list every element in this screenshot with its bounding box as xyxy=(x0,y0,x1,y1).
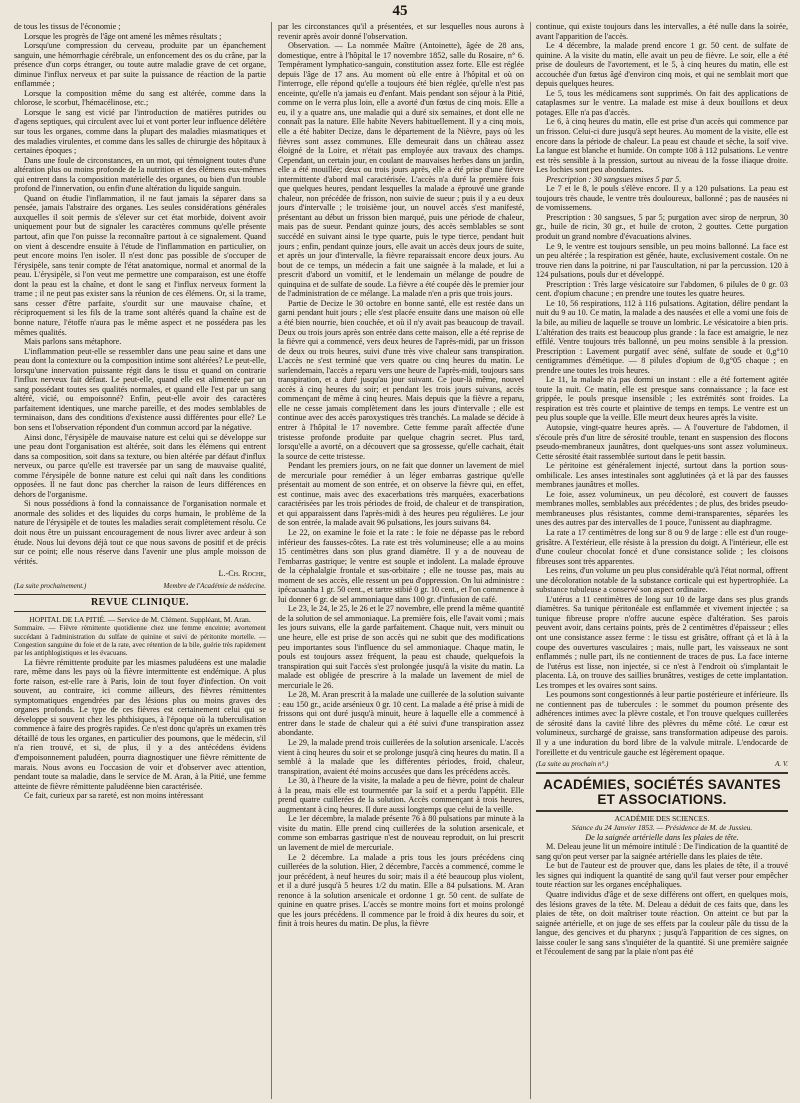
paragraph: Le péritoine est généralement injecté, surtout dans la portion sous-ombilicale. Les anses intestinales sont agglutinées çà et là par des fausses membranes jaunâtres et molles. xyxy=(536,461,788,490)
paragraph: Pendant les premiers jours, on ne fait que donner un lavement de miel de mercuriale pour remédier à un léger embarras gastrique qu'elle présentait au moment de son entrée, et on observe la fièvre qui, en effet, est continue, mais avec des exacerbations très marquées, exacerbations caractérisées par les trois périodes de froid, de chaleur et de transpiration, et qui apparaissent dans l'après-midi à des heures peu régulières. Le jour de son entrée, la malade avait 96 pulsations, les jours suivans 84. xyxy=(278,461,524,528)
author-initials: A. V. xyxy=(775,760,788,769)
paragraph: Si nous possédions à fond la connaissance de l'organisation normale et anormale des solides et des liquides du corps humain, le problème de la nature de l'érysipèle et de toutes les maladies serait complètement résolu. Ce doit nous être un puissant encouragement de nous livrer avec ardeur à son étude. Nous lui devons déjà tout ce que nous savons de positif et de précis sur ce point; elle nous réserve dans l'avenir une plus ample moisson de vérités. xyxy=(14,499,266,566)
paragraph: Le but de l'auteur est de prouver que, dans les plaies de tête, il a trouvé les signes qui indiquent la quantité de sang qu'il faut verser pour empêcher toute réaction sur les organes encéphaliques. xyxy=(536,861,788,890)
column-1 xyxy=(14,22,266,1100)
column-2 xyxy=(278,22,524,1100)
continuation-note: (La suite prochainement.) xyxy=(14,581,87,590)
paragraph: Le 4 décembre, la malade prend encore 1 gr. 50 cent. de sulfate de quinine. A la visite du matin, elle avait un peu de fièvre. Le soir, elle a été prise de douleurs de l'avortement, et le 5, à cinq heures du matin, elle est accouchée d'un fœtus âgé d'environ cinq mois, et qui ne semblait mort que depuis quelques heures. xyxy=(536,41,788,89)
paragraph: Le 28, M. Aran prescrit à la malade une cuillerée de la solution suivante : eau 150 gr., acide arsénieux 0 gr. 10 cent. La malade a été prise à midi de frissons qui ont duré jusqu'à minuit, heure à laquelle elle a commencé à entrer dans le stade de chaleur qui a été suivi d'une transpiration assez abondante. xyxy=(278,690,524,738)
paragraph: Prescription : Très large vésicatoire sur l'abdomen, 6 pilules de 0 gr. 03 cent. d'opium chacune ; en prendre une toutes les quatre heures. xyxy=(536,279,788,299)
paragraph: Les reins, d'un volume un peu plus considérable qu'à l'état normal, offrent une décoloration notable de la substance corticale qui est hypertrophiée. La substance tubuleuse a conservé son aspect ordinaire. xyxy=(536,566,788,595)
page-number: 45 xyxy=(392,3,408,19)
sommaire: Sommaire. — Fièvre rémittente quotidienne chez une femme enceinte; avortement succédant à l'administration du sulfate de quinine et suivi de péritonite mortelle. — Congestion sanguine du foie et de la rate, avec rétention de la bile, guérie très rapidement par les antiphlogistiques et les évacuans. xyxy=(14,624,266,658)
paragraph: M. Deleau jeune lit un mémoire intitulé : De l'indication de la quantité de sang qu'on peut verser par la saignée artérielle dans les plaies de tête. xyxy=(536,842,788,861)
paragraph: Les poumons sont congestionnés à leur partie postérieure et inférieure. Ils ne contiennent pas de tubercules : le sommet du poumon présente des adhérences intimes avec la plèvre costale, et l'on trouve quelques cuillerées de sérosité dans la cavité libre des plèvres du même côté. Le cœur est volumineux, surchargé de graisse, sans transformation adipeuse des parois. Il y a une induration du bord libre de la valvule mitrale. L'endocarde de l'oreillette et du ventricule gauche est légèrement opaque. xyxy=(536,690,788,757)
paragraph: Le 10, 56 respirations, 112 à 116 pulsations. Agitation, délire pendant la nuit du 9 au 10. Ce matin, la malade a des nausées et elle a vomi une fois de la bile, au milieu de laquelle se trouve un lombric. Le vésicatoire a bien pris. L'altération des traits est beaucoup plus grande : la face est amaigrie, le nez effilé. Ventre toujours très ballonné, un peu moins sensible à la pression. Prescription : Lavement purgatif avec séné, sulfate de soude et 0,g°10 centigrammes d'émétique. — 8 pilules d'opium de 0,g°05 chaque ; en prendre une toutes les trois heures. xyxy=(536,298,788,375)
subject-line: De la saignée artérielle dans les plaies de tête. xyxy=(585,832,739,842)
paragraph: de tous les tissus de l'économie ; xyxy=(14,22,121,31)
paragraph: Lorsqu'une compression du cerveau, produite par un épanchement sanguin, une hémorrhagie cérébrale, un enfoncement des os du crâne, par la présence d'un corps étranger, ou toute autre maladie grave de cet organe, diminue l'influx nerveux et par suite la puissance de réaction de la partie enflammée ; xyxy=(14,41,266,89)
paragraph: Partie de Decize le 30 octobre en bonne santé, elle est restée dans un garni pendant huit jours ; elle s'est placée ensuite dans une maison où elle a été bien nourrie, bien couchée, et où il n'y avait pas beaucoup de travail. Deux ou trois jours après son entrée dans cette maison, elle a été reprise de la fièvre qui a commencé, vers deux heures de l'après-midi, par un frisson de deux ou trois heures, suivi d'une très vive chaleur sans transpiration. L'accès ne s'est terminé que vers quatre ou cinq heures du matin. Le surlendemain, l'accès a reparu vers une heure de l'après-midi, toujours sans transpiration, et a duré jusqu'au jour suivant. Ce jour-là même, nouvel accès à cinq heures du soir; et pendant les trois jours suivans, accès commençant de même à cinq heures. Mais depuis que la fièvre a reparu, elle ne cesse jamais complètement dans les jours d'intervalle ; elle est continue avec des accès paroxystiques très tranchés. La malade se décide à entrer à l'hôpital le 17 novembre. Cette femme paraît affectée d'une tristesse profonde produite par quelque chagrin secret. Plus tard, lorsqu'elle a avorté, on a découvert que sa grossesse, qu'elle cachait, était la source de cette tristesse. xyxy=(278,298,524,461)
paragraph: continue, qui existe toujours dans les intervalles, a été nulle dans la soirée, avant l'apparition de l'accès. xyxy=(536,22,788,41)
academy-name: ACADÉMIE DES SCIENCES. xyxy=(614,813,710,823)
section-title: REVUE CLINIQUE. xyxy=(90,597,190,609)
divider xyxy=(536,810,788,812)
column-rule xyxy=(530,22,531,1099)
paragraph: Ce fait, curieux par sa rareté, est non moins intéressant xyxy=(24,791,204,801)
paragraph: Observation. — La nommée Maître (Antoinette), âgée de 28 ans, domestique, entre à l'hôpital le 17 novembre 1852, salle du Rosaire, n° 6. Tempérament lymphatico-sanguin, constitution assez forte. Elle est réglée depuis l'âge de 17 ans. Au moment où elle entre à l'hôpital et où on l'interroge, elle répond qu'elle a toujours été bien réglée, qu'elle n'est pas enceinte, qu'elle n'a jamais eu d'enfant. Mais pendant son séjour à la Pitié, comme on le verra plus loin, elle a avorté d'un fœtus de cinq mois. Elle a eu, il y a quatre ans, une maladie qui a duré six semaines, et dont elle ne connaît pas la nature. Elle habite Nevers habituellement. Il y a cinq mois, elle a été habiter Decize, dans le département de la Nièvre, pays où les fièvres sont assez communes. Elle demeurait dans un château assez éloigné de la Loire, et n'était pas employée aux travaux des champs. Cependant, un certain jour, en coulant de mauvaises herbes dans un jardin, elle a été mouillée; deux ou trois jours après, elle a été prise d'une fièvre intermittente d'abord mal caractérisée. L'accès n'a duré la première fois que quelques heures, pendant lesquelles la malade a éprouvé une grande chaleur, non précédée de frisson, non suivie de sueur ; puis il y a eu deux jours d'intervalle ; le troisième jour, un nouvel accès s'est manifesté, présentant au début un frisson bien marqué, puis une période de chaleur, mais pas de sueur. Pendant quinze jours, des accès semblables se sont succédé en suivant ainsi le type quarte, puis le type tierce, pendant huit jours ; enfin, pendant quinze jours, elle avait un accès deux jours de suite, et après un jour d'intervalle, la fièvre reparaissait encore deux jours. Au bout de ce temps, un médecin a fait une saignée à la malade, et lui a prescrit d'abord un vomitif, et le lendemain un mélange de poudre de quinquina et de sulfate de soude. La fièvre a été coupée dès le premier jour de l'administration de ce mélange. La malade n'en a pris que trois jours. xyxy=(278,41,524,299)
paragraph: Ainsi donc, l'érysipèle de mauvaise nature est celui qui se développe sur une peau dont l'organisation est altérée, soit dans les élémens qui entrent dans sa composition, soit dans sa texture, ou bien altérée par défaut d'influx nerveux, ou parce qu'elle est traversée par un sang de mauvaise qualité, comme l'érysipèle de bonne nature est celui qui naît dans les conditions opposées. Il ne faut donc pas chercher la raison de leurs différences en dehors de l'organisme. xyxy=(14,432,266,499)
paragraph: Prescription : 30 sangsues mises 5 par 5. xyxy=(546,174,682,184)
paragraph: La fièvre rémittente produite par les miasmes paludéens est une maladie rare, même dans les pays où la fièvre intermittente est endémique. A plus forte raison, est-elle rare à Paris, loin de tout foyer d'infection. On voit souvent, au contraire, ici comme ailleurs, des fièvres rémittentes symptomatiques engendrées par des lésions plus ou moins graves des organes profonds. Le type de ces fièvres est certainement celui qui se développe si souvent chez les phthisiques, à l'époque où la tuberculisation commence à faire des progrès rapides. Ce n'est donc qu'après un examen très détaillé de tous les organes, en particulier des poumons, que le médecin, s'il n'a rien trouvé, et si, de plus, il y a des antécédens évidens d'empoisonnement paludéen, pourra diagnostiquer une fièvre rémittente de marais. Nous avons eu l'occasion de voir et d'observer avec attention, pendant toute sa maladie, dans le service de M. Aran, à la Pitié, une femme atteinte de fièvre rémittente paludéenne bien caractérisée. xyxy=(14,657,266,791)
article-footer xyxy=(14,582,266,592)
paragraph: L'utérus a 11 centimètres de long sur 10 de large dans ses plus grands diamètres. Sa tunique péritonéale est enflammée et vivement injectée ; sa tunique fibreuse propre n'offre aucune espèce d'altération. Ses parois peuvent avoir, dans certains points, près de 2 centimètres d'épaisseur ; elles ont une consistance assez ferme : le tissu est grisâtre, offrant çà et là à la coupe des ouvertures vasculaires ; mais, nulle part, les vaisseaux ne sont enflammés ; nulle part, ils ne contiennent de traces de pus. La face interne de l'utérus est lisse, non injectée, si ce n'est à l'endroit où s'implantait le placenta. Là, on trouve des saillies brunâtres, vestiges de cette implantation. Les trompes et les ovaires sont sains. xyxy=(536,594,788,690)
author-signature: L.-Ch. Roche, xyxy=(218,569,266,579)
paragraph: Le 7 et le 8, le pouls s'élève encore. Il y a 120 pulsations. La peau est toujours très chaude, le ventre très douloureux, ballonné ; pas de nausées ni de vomissemens. xyxy=(536,184,788,213)
paragraph: par les circonstances qu'il a présentées, et sur lesquelles nous aurons à revenir après avoir donné l'observation. xyxy=(278,22,524,41)
paragraph: Le 22, on examine le foie et la rate : le foie ne dépasse pas le rebord inférieur des fausses-côtes. La rate est très volumineuse; elle a au moins 15 centimètres dans son plus grand diamètre. Il y a de nouveau de l'embarras gastrique; le ventre est souple et indolent. La malade éprouve de la céphalalgie frontale et sus-orbitaire ; elle ne tousse pas, mais au moment de ses accès, elle ressent un peu d'oppression. On lui administre : ipécacuanha 1 gr. 50 cent., et tartre stibié 0 gr. 10 cent., et l'on commence à lui donner 6 gr. de sel ammoniaque dans 100 gr. d'infusion de café. xyxy=(278,527,524,604)
paragraph: Lorsque la composition même du sang est altérée, comme dans la chlorose, le scorbut, l'hémacélinose, etc.; xyxy=(14,88,266,108)
paragraph: Lorsque les progrès de l'âge ont amené les mêmes résultats ; xyxy=(24,31,222,41)
paragraph: Lorsque le sang est vicié par l'introduction de matières putrides ou d'agens septiques, qui circulent avec lui et vont porter leur influence délétère sur tous les organes, comme dans la plupart des maladies miasmatiques et des maladies virulentes, et comme dans les salles de chirurgie des hôpitaux à certaines époques ; xyxy=(14,107,266,156)
paragraph: Mais parlons sans métaphore. xyxy=(24,337,122,347)
paragraph: Dans une foule de circonstances, en un mot, qui témoignent toutes d'une altération plus ou moins profonde de la nutrition et des élémens eux-mêmes qui entrent dans la composition matérielle des organes, ou bien d'un trouble profond de l'innervation, ou enfin d'une altération du liquide sanguin. xyxy=(14,155,266,194)
article-footer xyxy=(536,760,788,770)
section-title: ACADÉMIES, SOCIÉTÉS SAVANTES ET ASSOCIATIONS. xyxy=(543,776,781,807)
paragraph: Le 2 décembre. La malade a pris tous les jours précédens cinq cuillerées de la solution. Hier, 2 décembre, l'accès a commencé, comme le jour précédent, à neuf heures du soir; mais il a été beaucoup plus violent, et il a duré jusqu'à 5 heures 1/2 du matin. Elle a 84 pulsations. M. Aran renonce à la solution arsenicale et ordonne 1 gr. 50 cent. de sulfate de quinine en quatre prises. L'accès se montre moins fort et moins prolongé que les jours précédens. Il commence par le froid à dix heures du soir, et finit à trois heures du matin. De plus, la fièvre xyxy=(278,852,524,929)
paragraph: Le 5, tous les médicamens sont supprimés. On fait des applications de cataplasmes sur le ventre. La malade est mise à deux bouillons et deux potages. Elle n'a pas d'accès. xyxy=(536,88,788,117)
paragraph: Le 1er décembre, la malade présente 76 à 80 pulsations par minute à la visite du matin. Elle prend cinq cuillerées de la solution arsenicale, et comme son embarras gastrique n'est de nouveau reproduit, on lui prescrit un lavement de miel de mercuriale. xyxy=(278,814,524,853)
paragraph: Quand on étudie l'inflammation, il ne faut jamais la séparer dans sa pensée, jamais l'abstraire des organes. Les seules considérations générales auxquelles il soit permis de s'élever sur cet état morbide, doivent avoir uniquement pour but de signaler les caractères communs qu'elle présente partout, afin que l'on puisse la reconnaître partout à ce signalement. Quand on vient à descendre ensuite à l'étude de l'inflammation en particulier, on peut encore moins l'en isoler. Il n'est donc pas possible de s'occuper de l'érysipèle, sans tenir compte de l'état anatomique, normal et anormal de la peau. L'érysipèle, si l'on veut me permettre une comparaison, est une étoffe dont la peau est la chaîne, et dont le sang et l'influx nerveux forment la trame ; il ne peut pas exister sans la réunion de ces élémens. Or, si la trame, sans cesser d'être parfaite, s'ourdit sur une mauvaise chaîne, et réciproquement si les fils de la trame sont altérés quand la chaîne est de bonne nature, l'étoffe n'aura pas le même aspect et ne possédera pas les mêmes qualités. xyxy=(14,193,266,337)
paragraph: La rate a 17 centimètres de long sur 8 ou 9 de large : elle est d'un rouge-grisâtre. A l'extérieur, elle résiste à la pression du doigt. A l'intérieur, elle est d'une couleur chocolat foncé et d'une consistance solide ; les cloisons fibreuses sont très apparentes. xyxy=(536,527,788,566)
divider xyxy=(14,611,266,612)
paragraph: Le 23, le 24, le 25, le 26 et le 27 novembre, elle prend la même quantité de la solution de sel ammoniaque. La première fois, elle l'avait vomi ; mais les jours suivans, elle la garde parfaitement. Chaque nuit, vers minuit ou une heure, elle est prise de son accès qui ne subit que des modifications peu importantes sous l'influence du sel ammoniaque. Chaque matin, le pouls est toujours assez fréquent, la peau est chaude, quelquefois la transpiration qui suit l'accès s'est prolongée jusqu'à la visite du matin. La malade est obligée de prescrire à la malade un lavement de miel de mercuriale le 26. xyxy=(278,604,524,690)
paragraph: Prescription : 30 sangsues, 5 par 5; purgation avec sirop de nerprun, 30 gr., huile de ricin, 30 gr., et huile de croton, 2 gouttes. Cette purgation produit un grand nombre d'évacuations alvines. xyxy=(536,212,788,242)
divider xyxy=(536,772,788,774)
paragraph: Autopsie, vingt-quatre heures après. — A l'ouverture de l'abdomen, il s'écoule près d'un litre de sérosité trouble, tenant en suspension des flocons pseudo-membraneux jaunâtres, dont quelques-uns sont assez volumineux. Cette sérosité était rassemblée surtout dans le petit bassin. xyxy=(536,422,788,461)
column-rule xyxy=(271,22,272,1099)
session-line: Séance du 24 Janvier 1853. — Présidence de M. de Jussieu. xyxy=(571,823,753,833)
paragraph: Le 29, la malade prend trois cuillerées de la solution arsenicale. L'accès vient à cinq heures du soir et se prolonge jusqu'à cinq heures du matin. Il a semblé à la malade que les différentes périodes, froid, chaleur, transpiration, avaient été moins accusées que dans les précédens accès. xyxy=(278,738,524,776)
paragraph: Le 30, à l'heure de la visite, la malade a peu de fièvre, point de chaleur à la peau, mais elle est tourmentée par la soif et a perdu l'appétit. Elle prend quatre cuillerées de la solution. Accès commençant à trois heures, augmentant à cinq heures. Il dure aussi longtemps que celui de la veille. xyxy=(278,776,524,814)
divider xyxy=(14,594,266,595)
paragraph: Le foie, assez volumineux, un peu décoloré, est couvert de fausses membranes molles, semblables aux précédentes ; de plus, des brides pseudo-membraneuses plus résistantes, comme demi-transparentes, séparées les unes des autres par des intervalles de 1 pouce, l'unissent au diaphragme. xyxy=(536,489,788,528)
paragraph: Quatre individus d'âge et de sexe différens ont offert, en quelques mois, des lésions graves de la tête. M. Deleau a déduit de ces faits que, dans les plaies de tête, on doit maîtriser toute réaction. On atteint ce but par la saignée artérielle, et on juge de ses effets par la couleur pâle du tissu de la langue, des gencives et du pharynx ; jusqu'à l'apparition de ces signes, on laisse couler le sang sans s'inquiéter de la quantité. Si une première saignée et l'écoulement de sang par la plaie n'ont pas été xyxy=(536,890,788,957)
paragraph: Le 9, le ventre est toujours sensible, un peu moins ballonné. La face est un peu altérée ; la respiration est gênée, haute, exclusivement costale. On ne trouve rien dans la poitrine, ni par l'auscultation, ni par la percussion. 120 à 124 pulsations, pouls dur et développé. xyxy=(536,241,788,280)
author-affiliation: Membre de l'Académie de médecine. xyxy=(163,581,266,590)
paragraph: L'inflammation peut-elle se ressembler dans une peau saine et dans une peau dont la contexture ou la composition intime sont altérées? Le peut-elle, lorsqu'une innervation puissante régit dans le tissu et quand on contrarie l'influx nerveux fait défaut. Le peut-elle, quand elle est alimentée par un sang possédant toutes ses qualités normales, et quand elle l'est par un sang altéré, vicié, ou empoisonné? Enfin, peut-elle avoir des caractères parfaitement identiques, une marche pareille, et des modes semblables de terminaison, dans des conditions d'existence aussi différentes pour elle? Le bon sens et l'observation répondent d'un commun accord par la négative. xyxy=(14,346,266,432)
continuation-note: (La suite au prochain n°.) xyxy=(536,760,609,769)
paragraph: Le 6, à cinq heures du matin, elle est prise d'un accès qui commence par un frisson. Celui-ci dure jusqu'à sept heures. Au moment de la visite, elle est encore dans la période de chaleur. La peau est chaude et sèche, la soif vive. La langue est blanche et humide. On compte 108 à 112 pulsations. Le ventre est très sensible à la pression, surtout au niveau de la fosse iliaque droite. Les lochies sont peu abondantes. xyxy=(536,117,788,175)
hospital-line: HOPITAL DE LA PITIÉ. — Service de M. Clément. Suppléant, M. Aran. xyxy=(29,614,251,624)
column-3 xyxy=(536,22,788,1100)
paragraph: Le 11, la malade n'a pas dormi un instant : elle a été fortement agitée toute la nuit. Ce matin, elle est presque sans connaissance ; la face est grippée, le pouls presque insensible ; les extrémités sont froides. La respiration est très courte et plaintive de temps en temps. Le ventre est un peu plus souple que la veille. Elle meurt deux heures après la visite. xyxy=(536,375,788,423)
